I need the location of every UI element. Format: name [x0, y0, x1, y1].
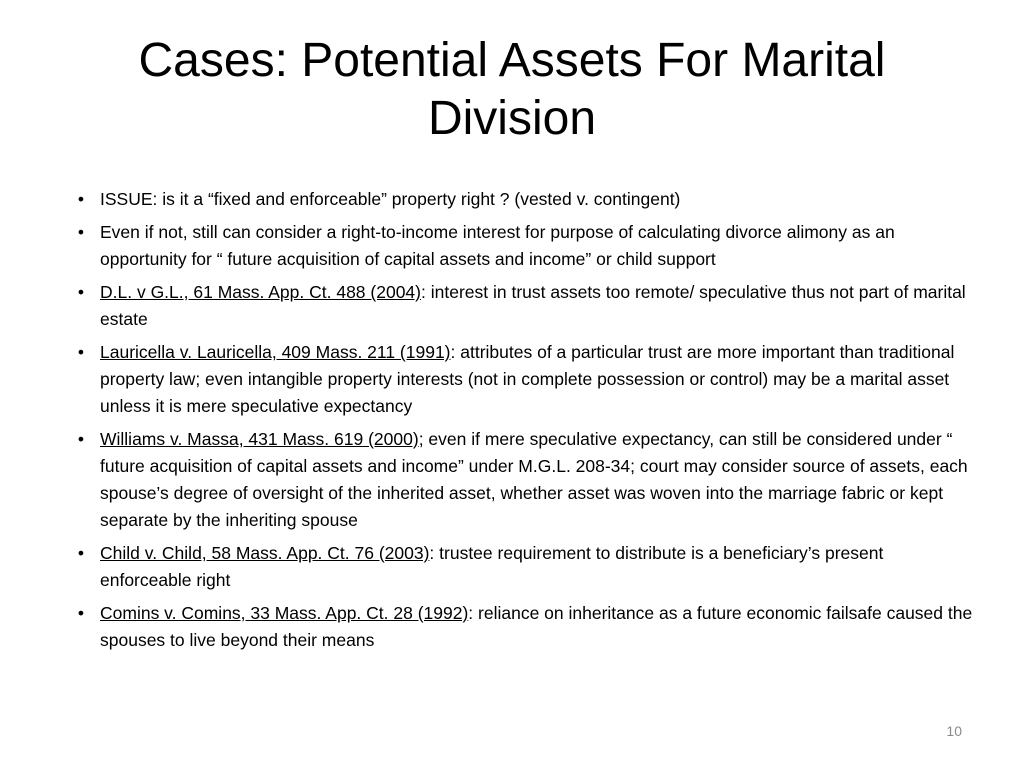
case-link-child[interactable]: Child v. Child, 58 Mass. App. Ct. 76 (2003)	[100, 543, 430, 563]
bullet-item-williams	[74, 426, 974, 534]
bullet-text: Even if not, still can consider a right-to-income interest for purpose of calculating divorce alimony as an opportunity for “ future acquisition of capital assets and income” or child support	[100, 222, 895, 269]
bullet-item-child	[74, 540, 974, 594]
bullet-icon: •	[77, 603, 85, 623]
bullet-icon: •	[77, 543, 85, 563]
bullet-icon: •	[77, 189, 85, 209]
case-link-dl-v-gl[interactable]: D.L. v G.L., 61 Mass. App. Ct. 488 (2004)	[100, 282, 421, 302]
bullet-icon: •	[77, 429, 85, 449]
case-link-lauricella[interactable]: Lauricella v. Lauricella, 409 Mass. 211 (1991)	[100, 342, 451, 362]
bullet-text: : attributes of a particular trust are more important than traditional property law; even intangible property interests (not in complete possession or control) may be a marital asset unless it is mere speculative expectancy	[100, 342, 955, 416]
bullet-item-dl-v-gl	[74, 279, 974, 333]
bullet-item-lauricella	[74, 339, 974, 420]
bullet-icon: •	[77, 222, 85, 242]
bullet-item-comins	[74, 600, 974, 654]
bullet-text: : trustee requirement to distribute is a beneficiary’s present enforceable right	[100, 543, 884, 590]
bullet-text: : reliance on inheritance as a future economic failsafe caused the spouses to live beyond their means	[100, 603, 973, 650]
bullet-text: : interest in trust assets too remote/ speculative thus not part of marital estate	[100, 282, 966, 329]
slide-title: Cases: Potential Assets For Marital Division	[138, 34, 886, 145]
case-link-williams[interactable]: Williams v. Massa, 431 Mass. 619 (2000)	[100, 429, 419, 449]
case-link-comins[interactable]: Comins v. Comins, 33 Mass. App. Ct. 28 (1992)	[100, 603, 469, 623]
bullet-icon: •	[77, 282, 85, 302]
page-number: 10	[946, 723, 962, 739]
bullet-text: ; even if mere speculative expectancy, can still be considered under “ future acquisition of capital assets and income” under M.G.L. 208-34; court may consider source of assets, each spouse’s degree of oversight of the inherited asset, whether asset was woven into the marriage fabric or kept separate by the inheriting spouse	[100, 429, 968, 530]
bullet-icon: •	[77, 342, 85, 362]
bullet-text: ISSUE: is it a “fixed and enforceable” property right ? (vested v. contingent)	[100, 189, 681, 209]
bullet-item-right-to-income	[74, 219, 974, 273]
bullet-item-issue	[74, 186, 974, 213]
bullet-list	[74, 186, 974, 660]
